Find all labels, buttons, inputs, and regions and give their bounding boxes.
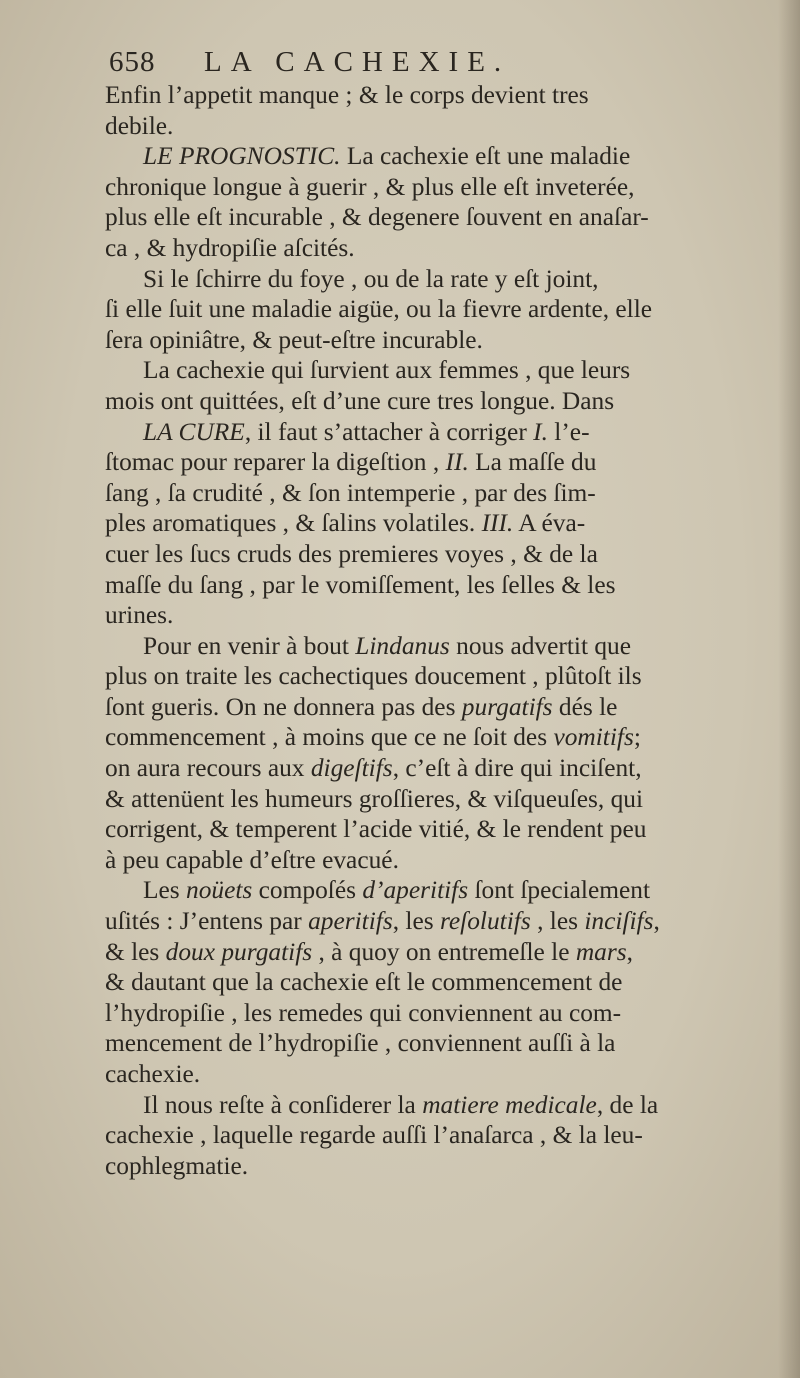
text-segment: mois ont quittées, eſt d’une cure tres longue. Dans bbox=[105, 386, 615, 415]
text-segment: Il nous reſte à conſiderer la bbox=[143, 1090, 423, 1119]
body-text bbox=[105, 80, 765, 1181]
text-segment: , c’eſt à dire qui inciſent, bbox=[392, 754, 642, 783]
text-segment: plus on traite les cachectiques doucement , plûtoſt ils bbox=[105, 662, 642, 691]
text-segment: l’e- bbox=[547, 417, 590, 446]
text-line bbox=[105, 937, 765, 968]
text-line bbox=[105, 967, 765, 998]
text-segment: cachexie. bbox=[105, 1060, 201, 1088]
text-line bbox=[105, 1151, 765, 1182]
text-line bbox=[105, 202, 765, 233]
text-line bbox=[105, 692, 765, 723]
text-segment: uſités : J’entens par bbox=[105, 907, 309, 936]
text-segment: on aura recours aux bbox=[105, 754, 311, 783]
text-line bbox=[105, 325, 765, 356]
text-segment: ſont gueris. On ne donnera pas des bbox=[105, 692, 462, 721]
text-segment: & dautant que la cachexie eſt le commencement de bbox=[105, 968, 623, 997]
text-line bbox=[105, 355, 765, 386]
text-line bbox=[105, 386, 765, 417]
text-line bbox=[105, 784, 765, 815]
running-head: LA CACHEXIE. bbox=[204, 46, 511, 78]
text-segment: , à quoy on entremeſle le bbox=[312, 937, 576, 966]
italic-segment: purgatifs bbox=[461, 692, 553, 721]
text-line bbox=[105, 722, 765, 753]
italic-segment: matiere medicale bbox=[422, 1090, 597, 1119]
italic-segment: LE PROGNOSTIC. bbox=[143, 142, 341, 171]
italic-segment: III. bbox=[481, 509, 514, 538]
page-header bbox=[109, 44, 762, 80]
text-line bbox=[105, 447, 765, 478]
text-line bbox=[105, 1120, 765, 1151]
text-line bbox=[105, 631, 765, 662]
text-line bbox=[105, 875, 765, 906]
text-line bbox=[105, 1059, 765, 1090]
page-number: 658 bbox=[109, 46, 156, 78]
text-segment: ples aromatiques , & ſalins volatiles. bbox=[105, 509, 482, 538]
text-line bbox=[105, 80, 765, 111]
text-segment: , les bbox=[530, 907, 585, 936]
italic-segment: vomitifs bbox=[553, 723, 634, 752]
text-segment: Si le ſchirre du foye , ou de la rate y eſt joint, bbox=[143, 264, 599, 293]
text-segment: ſang , ſa crudité , & ſon intemperie , par des ſim- bbox=[105, 478, 596, 507]
text-segment: cachexie , laquelle regarde auſſi l’anaſarca , & la leu- bbox=[105, 1121, 643, 1150]
text-line bbox=[105, 141, 765, 172]
text-line bbox=[105, 508, 765, 539]
text-segment: l’hydropiſie , les remedes qui conviennent au com- bbox=[105, 998, 622, 1027]
text-line bbox=[105, 814, 765, 845]
text-line bbox=[105, 998, 765, 1029]
text-segment: urines. bbox=[105, 601, 174, 630]
text-segment: , bbox=[626, 937, 633, 966]
text-segment: commencement , à moins que ce ne ſoit des bbox=[105, 723, 554, 752]
italic-segment: d’aperitifs bbox=[362, 876, 469, 905]
italic-segment: LA CURE bbox=[143, 417, 245, 446]
italic-segment: digeſtifs bbox=[310, 754, 393, 783]
italic-segment: I. bbox=[533, 417, 548, 446]
italic-segment: mars bbox=[575, 937, 627, 966]
text-segment: La cachexie qui ſurvient aux femmes , que leurs bbox=[143, 356, 631, 385]
text-segment: plus elle eſt incurable , & degenere ſouvent en anaſar- bbox=[105, 203, 649, 232]
text-segment: cophlegmatie. bbox=[105, 1151, 249, 1180]
text-segment: cuer les ſucs cruds des premieres voyes , & de la bbox=[105, 539, 598, 568]
text-segment: dés le bbox=[552, 692, 618, 721]
text-segment: Les bbox=[143, 876, 187, 905]
text-segment: mencement de l’hydropiſie , conviennent auſſi à la bbox=[105, 1029, 616, 1058]
text-line bbox=[105, 906, 765, 937]
text-segment: maſſe du ſang , par le vomiſſement, les ſelles & les bbox=[105, 570, 616, 599]
text-line bbox=[105, 1090, 765, 1121]
text-line bbox=[105, 600, 765, 631]
text-segment: chronique longue à guerir , & plus elle eſt inveterée, bbox=[105, 172, 635, 201]
text-segment: , de la bbox=[596, 1090, 659, 1119]
text-segment: , les bbox=[392, 907, 440, 936]
italic-segment: II. bbox=[445, 448, 469, 477]
text-line bbox=[105, 294, 765, 325]
text-line bbox=[105, 753, 765, 784]
text-line bbox=[105, 111, 765, 142]
italic-segment: aperitifs bbox=[308, 907, 393, 936]
text-segment: , bbox=[653, 907, 660, 936]
text-line bbox=[105, 417, 765, 448]
italic-segment: inciſifs bbox=[584, 907, 654, 936]
text-line bbox=[105, 478, 765, 509]
text-segment: La cachexie eſt une maladie bbox=[340, 142, 631, 171]
text-segment: , il faut s’attacher à corriger bbox=[244, 417, 534, 446]
text-line bbox=[105, 264, 765, 295]
text-segment: & les bbox=[105, 937, 166, 966]
italic-segment: Lindanus bbox=[355, 631, 450, 660]
text-segment: Enfin l’appetit manque ; & le corps devient tres bbox=[105, 81, 589, 109]
text-line bbox=[105, 233, 765, 264]
text-segment: compoſés bbox=[252, 876, 363, 905]
text-segment: ſont ſpecialement bbox=[468, 876, 651, 905]
text-segment: ſtomac pour reparer la digeſtion , bbox=[105, 448, 446, 477]
page-edge-shadow bbox=[778, 0, 800, 1378]
text-segment: à peu capable d’eſtre evacué. bbox=[105, 845, 399, 874]
italic-segment: doux purgatifs bbox=[165, 937, 313, 966]
text-line bbox=[105, 539, 765, 570]
italic-segment: noüets bbox=[186, 876, 253, 905]
text-segment: corrigent, & temperent l’acide vitié, & le rendent peu bbox=[105, 815, 647, 844]
text-segment: ca , & hydropiſie aſcités. bbox=[105, 233, 355, 262]
text-segment: & attenüent les humeurs groſſieres, & viſqueuſes, qui bbox=[105, 784, 644, 813]
text-segment: nous advertit que bbox=[449, 631, 632, 660]
text-line bbox=[105, 1028, 765, 1059]
text-line bbox=[105, 172, 765, 203]
text-segment: La maſſe du bbox=[468, 448, 597, 477]
text-line bbox=[105, 845, 765, 876]
text-segment: ſera opiniâtre, & peut-eſtre incurable. bbox=[105, 325, 483, 354]
text-segment: debile. bbox=[105, 111, 174, 140]
italic-segment: reſolutifs bbox=[439, 907, 531, 936]
text-segment: ; bbox=[633, 723, 641, 752]
text-segment: Pour en venir à bout bbox=[143, 631, 356, 660]
text-segment: A éva- bbox=[513, 509, 586, 538]
text-line bbox=[105, 570, 765, 601]
text-line bbox=[105, 661, 765, 692]
text-segment: ſi elle ſuit une maladie aigüe, ou la fievre ardente, elle bbox=[105, 295, 653, 324]
